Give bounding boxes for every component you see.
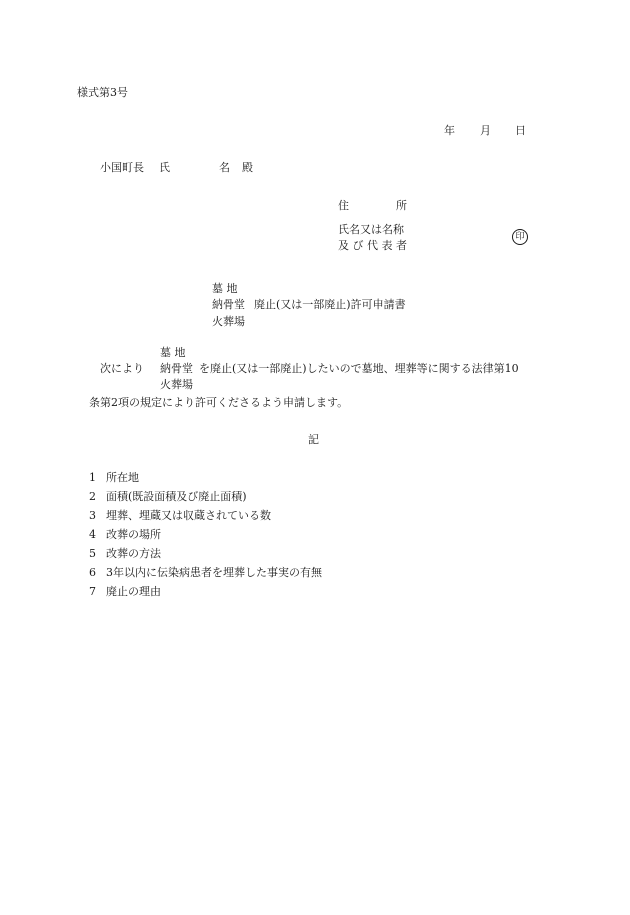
list-item-number: 5 (89, 547, 96, 560)
list-item-number: 1 (89, 471, 96, 484)
list-item-text: 所在地 (106, 471, 139, 484)
list-item-number: 3 (89, 509, 96, 522)
list-item-text: 改葬の方法 (106, 547, 161, 560)
addressee-shi: 氏 (159, 161, 170, 174)
heading-option-bochi: 墓 地 (212, 282, 238, 295)
body-option-bochi: 墓 地 (160, 346, 186, 359)
address-label-1: 住 (338, 199, 349, 212)
date-day-label: 日 (515, 124, 526, 137)
representative-label: 及 び 代 表 者 (338, 239, 407, 252)
addressee-den: 殿 (242, 161, 253, 174)
date-year-label: 年 (444, 124, 455, 137)
date-month-label: 月 (480, 124, 491, 137)
body-option-kasoba: 火葬場 (160, 378, 193, 391)
ki-heading: 記 (308, 433, 319, 446)
body-line-2: 条第2項の規定により許可くださるよう申請します。 (89, 396, 349, 409)
list-item-text: 改葬の場所 (106, 528, 161, 541)
address-label-2: 所 (396, 199, 407, 212)
list-item-text: 埋葬、埋蔵又は収蔵されている数 (106, 509, 271, 522)
name-label: 氏名又は名称 (338, 223, 404, 236)
body-option-nokotsudo: 納骨堂 (160, 362, 193, 375)
heading-title: 廃止(又は一部廃止)許可申請書 (254, 298, 406, 311)
list-item-text: 3年以内に伝染病患者を埋葬した事実の有無 (106, 566, 322, 579)
heading-option-kasoba: 火葬場 (212, 315, 245, 328)
form-number: 様式第3号 (77, 86, 128, 99)
addressee-mei: 名 (219, 161, 230, 174)
addressee-title: 小国町長 (100, 161, 144, 174)
list-item-text: 廃止の理由 (106, 585, 161, 598)
seal-mark: 印 (512, 229, 528, 245)
body-prefix: 次により (100, 362, 144, 375)
list-item-number: 6 (89, 566, 96, 579)
body-line-1: を廃止(又は一部廃止)したいので墓地、埋葬等に関する法律第10 (199, 362, 519, 375)
heading-option-nokotsudo: 納骨堂 (212, 298, 245, 311)
list-item-text: 面積(既設面積及び廃止面積) (106, 490, 247, 503)
list-item-number: 7 (89, 585, 96, 598)
list-item-number: 4 (89, 528, 96, 541)
list-item-number: 2 (89, 490, 96, 503)
